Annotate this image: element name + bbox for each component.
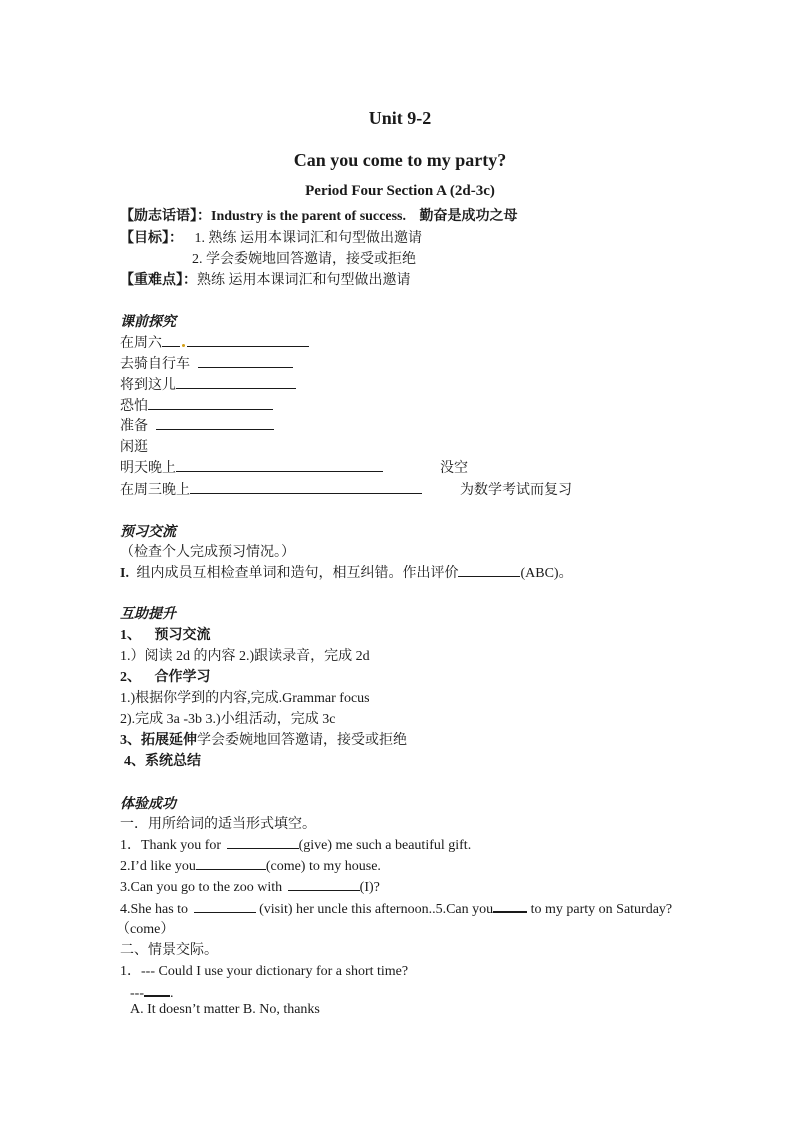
preview-blank-1b bbox=[187, 332, 309, 347]
goal-item-1: 1. 熟练 运用本课词汇和句型做出邀请 bbox=[194, 231, 422, 246]
dialogue-1-period: . bbox=[170, 986, 174, 1001]
preview-item-1-label: 在周六 bbox=[120, 336, 162, 351]
preview-blank-7 bbox=[176, 457, 383, 472]
exchange-note: （检查个人完成预习情况。） bbox=[120, 545, 295, 560]
preview-heading: 课前探究 bbox=[120, 315, 176, 330]
motto-label: 【励志话语】： bbox=[120, 209, 211, 224]
exchange-item bbox=[120, 562, 573, 582]
exchange-blank bbox=[458, 562, 520, 577]
preview-item-2 bbox=[120, 353, 293, 373]
question-2-blank bbox=[196, 855, 266, 870]
mutual-s3-text: 学会委婉地回答邀请，接受或拒绝 bbox=[197, 733, 407, 748]
mutual-s2-text1: 1.)根据你学到的内容,完成.Grammar focus bbox=[120, 691, 370, 706]
question-1-blank bbox=[227, 834, 299, 849]
goals-label: 【目标】： bbox=[120, 231, 183, 246]
dialogue-1: 1．--- Could I use your dictionary for a short time? bbox=[120, 964, 409, 979]
preview-item-3 bbox=[120, 374, 296, 394]
question-4 bbox=[120, 897, 672, 918]
question-4-a: 4.She has to bbox=[120, 902, 189, 917]
question-3-blank bbox=[288, 876, 360, 891]
goal-item-2: 2. 学会委婉地回答邀请，接受或拒绝 bbox=[192, 252, 416, 267]
question-2-b: (come) to my house. bbox=[265, 859, 381, 874]
question-4-b: (visit) her uncle this afternoon..5.Can you bbox=[259, 902, 494, 917]
motto-english: Industry is the parent of success. bbox=[211, 209, 406, 224]
mutual-s2-text2: 2).完成 3a -3b 3.)小组活动，完成 3c bbox=[120, 712, 336, 727]
mutual-s1-num: 1、 bbox=[120, 628, 141, 643]
preview-item-4-label: 恐怕 bbox=[120, 399, 148, 414]
preview-item-7-label: 明天晚上 bbox=[120, 461, 176, 476]
dialogue-1-blank bbox=[144, 981, 170, 997]
preview-blank-2 bbox=[198, 353, 293, 368]
preview-blank-1a bbox=[162, 332, 180, 347]
question-1-b: (give) me such a beautiful gift. bbox=[298, 838, 472, 853]
exchange-item-num: I. bbox=[120, 566, 129, 581]
practice-part1: 一．用所给词的适当形式填空。 bbox=[120, 817, 316, 832]
mutual-s2-title: 合作学习 bbox=[154, 670, 211, 685]
preview-extra-review: 为数学考试而复习 bbox=[460, 483, 572, 498]
period-title: Period Four Section A (2d-3c) bbox=[305, 183, 495, 199]
question-1 bbox=[120, 834, 471, 854]
motto-chinese: 勤奋是成功之母 bbox=[419, 209, 518, 224]
mutual-s3-bold: 3、拓展延伸 bbox=[120, 733, 197, 748]
question-4-blank-1 bbox=[194, 898, 256, 913]
preview-item-4 bbox=[120, 395, 273, 415]
preview-blank-8 bbox=[190, 479, 422, 494]
marker-dot bbox=[182, 344, 185, 347]
key-points-label: 【重难点】： bbox=[120, 273, 197, 288]
question-3-a: 3.Can you go to the zoo with bbox=[120, 880, 283, 895]
question-2-a: 2.I’d like you bbox=[120, 859, 196, 874]
preview-item-8 bbox=[120, 479, 422, 499]
exchange-item-text-a: 组内成员互相检查单词和造句，相互纠错。作出评价 bbox=[136, 566, 459, 581]
exchange-item-text-b: (ABC)。 bbox=[520, 566, 573, 581]
question-4-c: to my party on Saturday? bbox=[530, 902, 673, 917]
preview-extra-free: 没空 bbox=[440, 461, 468, 476]
mutual-s1-title: 预习交流 bbox=[154, 628, 211, 643]
preview-item-6: 闲逛 bbox=[120, 440, 148, 455]
practice-heading: 体验成功 bbox=[120, 797, 176, 812]
question-4-hint: （come） bbox=[116, 922, 175, 937]
question-3-b: (I)? bbox=[359, 880, 380, 895]
dialogue-1-options: A. It doesn’t matter B. No, thanks bbox=[130, 1002, 320, 1017]
goals-line bbox=[120, 227, 422, 247]
lesson-title: Can you come to my party? bbox=[293, 150, 507, 170]
exchange-heading: 预习交流 bbox=[120, 525, 176, 540]
motto-line bbox=[120, 205, 517, 225]
dialogue-1-dashes: --- bbox=[130, 986, 144, 1001]
dialogue-1-reply bbox=[130, 981, 174, 1002]
preview-item-1 bbox=[120, 332, 309, 352]
preview-item-3-label: 将到这儿 bbox=[120, 378, 176, 393]
preview-item-5 bbox=[120, 415, 274, 435]
mutual-s3 bbox=[120, 729, 407, 749]
question-4-blank-2 bbox=[493, 897, 527, 913]
mutual-s1 bbox=[120, 624, 211, 644]
practice-part2: 二、情景交际。 bbox=[120, 943, 218, 958]
mutual-s4: 4、系统总结 bbox=[124, 754, 201, 769]
key-points-line bbox=[120, 269, 411, 289]
preview-blank-3 bbox=[176, 374, 296, 389]
question-3 bbox=[120, 876, 380, 896]
unit-title: Unit 9-2 bbox=[368, 108, 432, 128]
preview-blank-5 bbox=[156, 415, 274, 430]
preview-item-7 bbox=[120, 457, 383, 477]
preview-item-8-label: 在周三晚上 bbox=[120, 483, 190, 498]
question-1-a: 1．Thank you for bbox=[120, 838, 222, 853]
mutual-s2 bbox=[120, 666, 211, 686]
preview-blank-4 bbox=[148, 395, 273, 410]
preview-item-5-label: 准备 bbox=[120, 419, 148, 434]
mutual-s2-num: 2、 bbox=[120, 670, 141, 685]
question-2 bbox=[120, 855, 381, 875]
mutual-s1-text: 1.）阅读 2d 的内容 2.)跟读录音，完成 2d bbox=[120, 649, 370, 664]
mutual-heading: 互助提升 bbox=[120, 607, 176, 622]
preview-item-2-label: 去骑自行车 bbox=[120, 357, 190, 372]
key-points-text: 熟练 运用本课词汇和句型做出邀请 bbox=[197, 273, 411, 288]
